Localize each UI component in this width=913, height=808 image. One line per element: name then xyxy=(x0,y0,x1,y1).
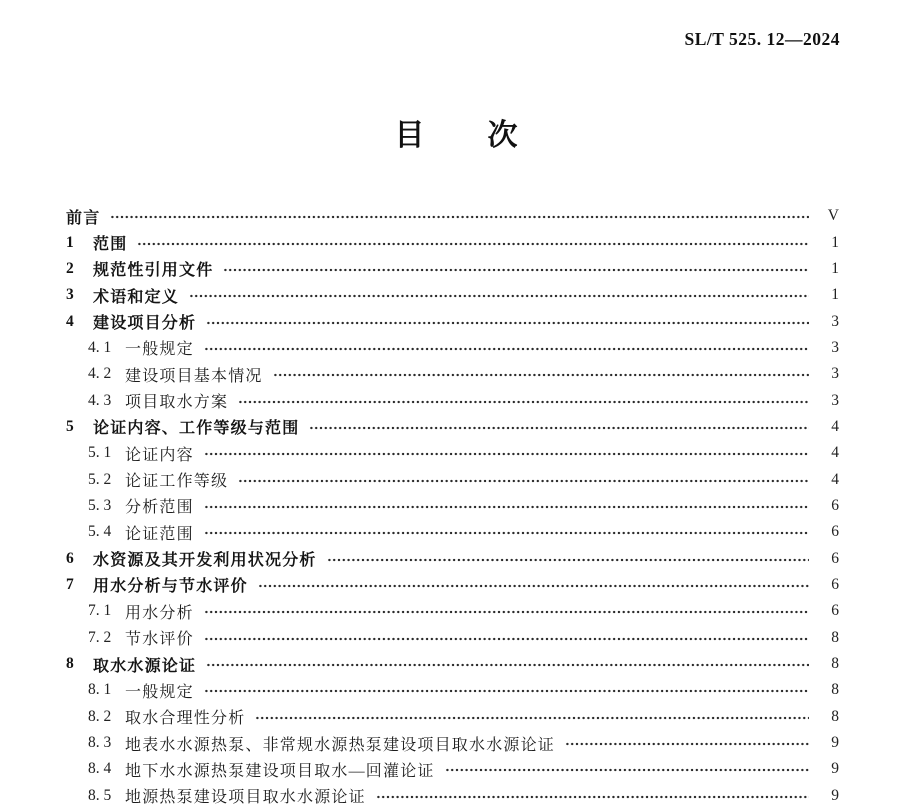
toc-entry xyxy=(66,440,839,466)
toc-page-number: 8 xyxy=(831,628,839,646)
dot-leader xyxy=(137,241,809,247)
toc-entry xyxy=(66,651,839,677)
dot-leader xyxy=(189,293,809,299)
toc-entry-number: 6 xyxy=(66,549,74,567)
toc-page-number: 3 xyxy=(831,365,839,383)
toc-page-number: 4 xyxy=(831,417,839,435)
toc-entry xyxy=(66,493,839,519)
toc-list xyxy=(66,203,839,808)
toc-page-number: 6 xyxy=(831,496,839,514)
dot-leader xyxy=(258,583,809,589)
toc-entry-label: 用水分析与节水评价 xyxy=(93,578,248,596)
dot-leader xyxy=(204,504,809,510)
toc-entry-number: 5 xyxy=(66,417,74,435)
toc-entry-number: 4 xyxy=(66,312,74,330)
toc-page-number: 9 xyxy=(831,760,839,778)
toc-entry-label: 论证内容、工作等级与范围 xyxy=(93,420,300,438)
toc-entry-label: 范围 xyxy=(93,236,128,254)
toc-entry xyxy=(66,572,839,598)
toc-entry-label: 节水评价 xyxy=(125,631,194,649)
toc-entry xyxy=(66,730,839,756)
toc-entry xyxy=(66,598,839,624)
toc-entry xyxy=(66,704,839,730)
toc-page-number: 8 xyxy=(831,655,839,673)
dot-leader xyxy=(204,636,809,642)
toc-entry xyxy=(66,677,839,703)
page-title: 目 次 xyxy=(394,119,519,152)
toc-entry-number: 8 xyxy=(66,655,74,673)
toc-entry-number: 7. 2 xyxy=(88,628,112,646)
toc-page-number: 8 xyxy=(831,681,839,699)
dot-leader xyxy=(204,451,809,457)
toc-entry-number: 4. 3 xyxy=(88,391,112,409)
toc-entry xyxy=(66,361,839,387)
toc-page-number: 6 xyxy=(831,575,839,593)
dot-leader xyxy=(238,478,809,484)
toc-entry-number: 2 xyxy=(66,259,74,277)
toc-entry-label: 建设项目分析 xyxy=(93,315,197,333)
toc-entry xyxy=(66,229,839,255)
toc-entry-label: 论证工作等级 xyxy=(125,473,229,491)
toc-entry-number: 8. 4 xyxy=(88,760,112,778)
toc-entry-label: 一般规定 xyxy=(125,341,194,359)
toc-entry xyxy=(66,203,839,229)
toc-entry xyxy=(66,783,839,808)
dot-leader xyxy=(309,425,809,431)
toc-entry-label: 建设项目基本情况 xyxy=(125,367,263,385)
dot-leader xyxy=(206,662,809,668)
dot-leader xyxy=(255,715,809,721)
toc-page-number: 3 xyxy=(831,391,839,409)
toc-entry-number: 3 xyxy=(66,286,74,304)
dot-leader xyxy=(204,346,809,352)
toc-entry-number: 5. 4 xyxy=(88,523,112,541)
toc-entry-label: 地下水水源热泵建设项目取水—回灌论证 xyxy=(125,762,435,780)
dot-leader xyxy=(204,609,809,615)
toc-entry-label: 水资源及其开发利用状况分析 xyxy=(93,552,317,570)
toc-entry-label: 分析范围 xyxy=(125,499,194,517)
toc-page-number: 4 xyxy=(831,470,839,488)
toc-entry xyxy=(66,519,839,545)
toc-page-number: 1 xyxy=(831,286,839,304)
dot-leader xyxy=(273,372,809,378)
toc-entry-label: 取水水源论证 xyxy=(93,657,197,675)
dot-leader xyxy=(204,688,809,694)
toc-entry-number: 4. 1 xyxy=(88,338,112,356)
toc-entry-label: 论证内容 xyxy=(125,446,194,464)
dot-leader xyxy=(223,267,809,273)
toc-page-number: 3 xyxy=(831,312,839,330)
toc-entry xyxy=(66,466,839,492)
toc-entry-number: 5. 3 xyxy=(88,496,112,514)
toc-entry-label: 规范性引用文件 xyxy=(93,262,214,280)
toc-entry-label: 地表水水源热泵、非常规水源热泵建设项目取水水源论证 xyxy=(125,736,556,754)
dot-leader xyxy=(204,530,809,536)
toc-page-number: 6 xyxy=(831,602,839,620)
toc-page-number: 8 xyxy=(831,707,839,725)
toc-page-number: V xyxy=(827,207,839,225)
toc-entry-number: 5. 2 xyxy=(88,470,112,488)
toc-entry-number: 8. 3 xyxy=(88,734,112,752)
dot-leader xyxy=(565,741,809,747)
dot-leader xyxy=(445,767,809,773)
toc-entry-label: 论证范围 xyxy=(125,525,194,543)
toc-entry-number: 8. 5 xyxy=(88,786,112,804)
toc-page-number: 4 xyxy=(831,444,839,462)
dot-leader xyxy=(206,320,809,326)
toc-page-number: 3 xyxy=(831,338,839,356)
toc-page-number: 9 xyxy=(831,734,839,752)
toc-entry-number: 8. 1 xyxy=(88,681,112,699)
toc-entry xyxy=(66,335,839,361)
toc-entry xyxy=(66,545,839,571)
toc-entry-label: 一般规定 xyxy=(125,683,194,701)
toc-entry xyxy=(66,414,839,440)
toc-entry-number: 8. 2 xyxy=(88,707,112,725)
toc-page-number: 9 xyxy=(831,786,839,804)
dot-leader xyxy=(110,214,809,220)
toc-entry-label: 用水分析 xyxy=(125,604,194,622)
toc-page-number: 1 xyxy=(831,233,839,251)
toc-entry-number: 4. 2 xyxy=(88,365,112,383)
toc-entry-number: 5. 1 xyxy=(88,444,112,462)
toc-entry-label: 地源热泵建设项目取水水源论证 xyxy=(125,789,366,807)
toc-entry-label: 前言 xyxy=(66,209,101,227)
toc-entry-label: 术语和定义 xyxy=(93,288,180,306)
dot-leader xyxy=(327,557,809,563)
standard-number: SL/T 525. 12—2024 xyxy=(684,29,840,49)
dot-leader xyxy=(376,794,809,800)
toc-entry xyxy=(66,625,839,651)
dot-leader xyxy=(238,399,809,405)
toc-page-number: 6 xyxy=(831,523,839,541)
toc-entry-label: 项目取水方案 xyxy=(125,394,229,412)
toc-page-number: 6 xyxy=(831,549,839,567)
toc-page-number: 1 xyxy=(831,259,839,277)
toc-entry xyxy=(66,387,839,413)
toc-entry xyxy=(66,308,839,334)
toc-entry xyxy=(66,756,839,782)
toc-entry xyxy=(66,282,839,308)
toc-entry-number: 7. 1 xyxy=(88,602,112,620)
toc-entry-number: 1 xyxy=(66,233,74,251)
toc-entry xyxy=(66,256,839,282)
toc-entry-label: 取水合理性分析 xyxy=(125,710,246,728)
toc-entry-number: 7 xyxy=(66,575,74,593)
